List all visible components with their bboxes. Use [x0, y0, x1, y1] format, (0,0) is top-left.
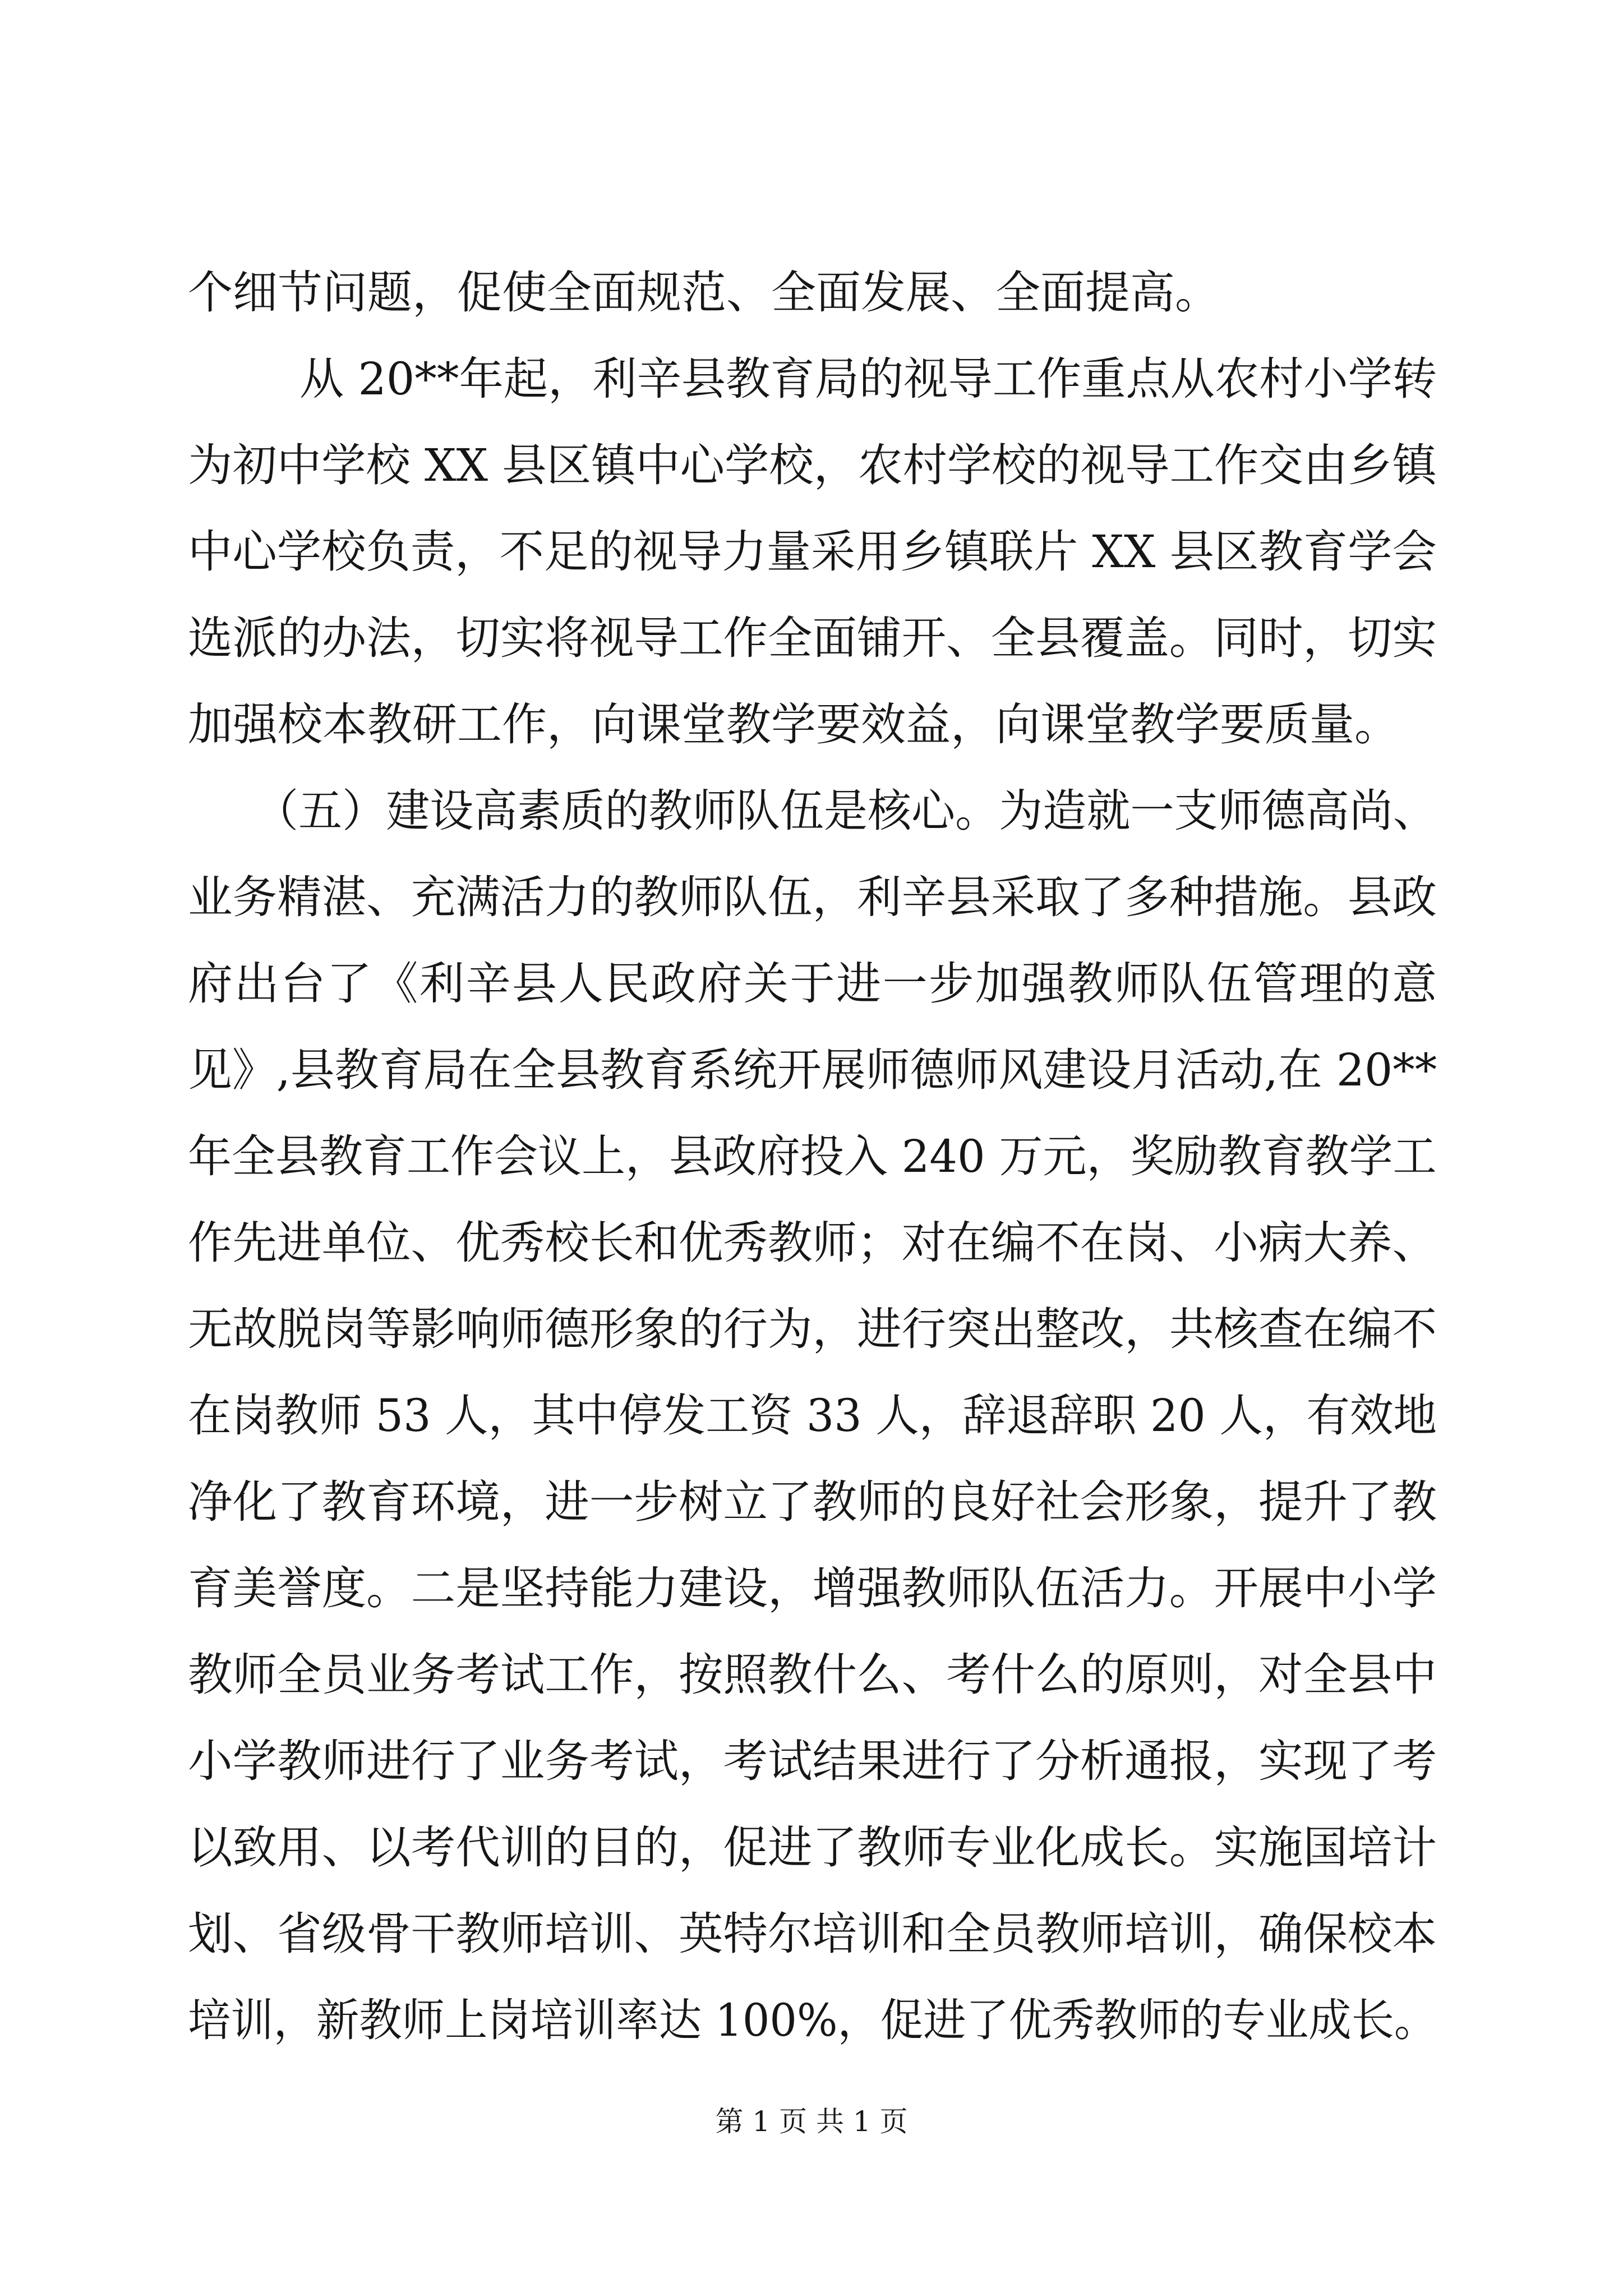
text-line: （五）建设高素质的教师队伍是核心。为造就一支师德高尚、 — [255, 785, 1437, 837]
text-line: 培训，新教师上岗培训率达 100%，促进了优秀教师的专业成长。 — [188, 1994, 1437, 2046]
text-line: 个细节问题，促使全面规范、全面发展、全面提高。 — [188, 266, 1220, 319]
text-line: 中心学校负责，不足的视导力量采用乡镇联片 XX 县区教育学会 — [188, 526, 1437, 578]
text-line: 划、省级骨干教师培训、英特尔培训和全员教师培训，确保校本 — [188, 1908, 1437, 1960]
text-line: 为初中学校 XX 县区镇中心学校，农村学校的视导工作交由乡镇 — [188, 439, 1437, 491]
text-line: 选派的办法，切实将视导工作全面铺开、全县覆盖。同时，切实 — [188, 612, 1437, 664]
page-number-footer: 第 1 页 共 1 页 — [715, 2105, 908, 2138]
text-line: 小学教师进行了业务考试，考试结果进行了分析通报，实现了考 — [188, 1735, 1437, 1787]
text-line: 见》,县教育局在全县教育系统开展师德师风建设月活动,在 20** — [188, 1044, 1437, 1096]
text-line: 从 20**年起，利辛县教育局的视导工作重点从农村小学转 — [299, 353, 1437, 405]
text-line: 教师全员业务考试工作，按照教什么、考什么的原则，对全县中 — [188, 1649, 1437, 1701]
text-line: 业务精湛、充满活力的教师队伍，利辛县采取了多种措施。县政 — [188, 871, 1437, 923]
text-line: 作先进单位、优秀校长和优秀教师；对在编不在岗、小病大养、 — [188, 1217, 1437, 1269]
text-line: 无故脱岗等影响师德形象的行为，进行突出整改，共核查在编不 — [188, 1303, 1437, 1355]
text-line: 加强校本教研工作，向课堂教学要效益，向课堂教学要质量。 — [188, 698, 1399, 751]
text-line: 净化了教育环境，进一步树立了教师的良好社会形象，提升了教 — [188, 1476, 1437, 1528]
text-line: 年全县教育工作会议上，县政府投入 240 万元，奖励教育教学工 — [188, 1130, 1437, 1182]
text-line: 以致用、以考代训的目的，促进了教师专业化成长。实施国培计 — [188, 1821, 1437, 1874]
text-line: 育美誉度。二是坚持能力建设，增强教师队伍活力。开展中小学 — [188, 1562, 1437, 1614]
text-line: 府出台了《利辛县人民政府关于进一步加强教师队伍管理的意 — [188, 958, 1438, 1010]
text-line: 在岗教师 53 人，其中停发工资 33 人，辞退辞职 20 人，有效地 — [188, 1389, 1437, 1442]
